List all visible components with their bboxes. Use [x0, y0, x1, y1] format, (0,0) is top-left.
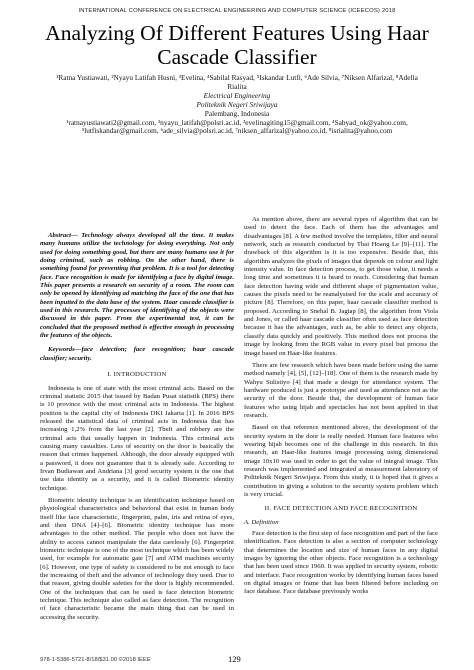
paragraph: Face detection is the first step of face recognition and part of the face identification. Face detection is also a section of computer technology that determines the location and size of human faces in any digital images by ignoring the other objects. Face recognition is a technology that has been used since 1960. It was applied in security system, robotic and interface. Face recognition works by identifying human faces based on digital images or frame that has been filtered before including on face database. Face database previously works [244, 530, 438, 596]
paragraph: There are few research which have been made before using the same method namely [4], [5], [12]–[18]. One of them is the research made by Wahyu Sulistiyo [4] that made a design for attendance system. The hardware produced is just a prototype and used as attendance not as the security of the door. Beside that, the development of human face features who using hijab and spectacles has not been applied in that research. [244, 361, 438, 419]
affiliation-institution: Politeknik Negeri Sriwijaya [196, 99, 278, 109]
paper-title [30, 21, 444, 69]
authors-line-1: ¹Ratna Yustiawati, ²Nyayu Latifah Husni, ³Evelina, ⁴Sabilal Rasyad, ⁵Iskandar Lutfi, ⁶Ade Silvia, ⁷Niksen Alfarizal, ⁸Adella [56, 73, 418, 82]
conference-header: INTERNATIONAL CONFERENCE ON ELECTRICAL ENGINEERING AND COMPUTER SCIENCE (ICEECOS) 2018 [78, 8, 396, 14]
section-heading-face-detection: II. FACE DETECTION AND FACE RECOGNITION [264, 505, 418, 513]
title-line-2: Cascade Classifier [157, 45, 317, 69]
title-line-1: Analyzing Of Different Features Using Haar [45, 21, 429, 45]
author-block [28, 74, 446, 136]
authors-line-2: Rialita [227, 81, 247, 91]
paragraph: As mention above, there are several types of algorithm that can be used to detect the face. Each of them has the advantages and disadvantages [8]. A few method involve the templates, filter and neural network, such as research conducted by Thai Hoang Le [9]–[11]. The drawback of this algorithm is it is too expensive. Beside that, this algorithm analyzes the pixels of images that depends on colour and light intensity value. In face detection process, to get those value, it needs a long time and sometimes it is heard to reach. Considering that human face detection having wide and different shape of pigmentation value, causes the pixels need to be reanalysised for the scale and accuracy of picture [8]. Therefore, on this paper, haar cascade classifier method is proposed. According to Snehal B. Jagtap [8], the algorithm from Viola and Jones, or called haar cascade classifier often used as face detection because it has the advantages, such as, be able to detect any objects, classify data quickly and positively. This method does not process the image by looking from the RGB value in every pixel but process the image based on Haar-like features. [244, 216, 438, 357]
paragraph: Biometric identity technique is an identification technique based on physiological characteristics and behavioral that exist in human body itself like face characteristic, fingerprint, palm, iris and retina of eyes, and then DNA [4]–[6]. Biometric identity technique has more advantages to the other method. The people who does not have the ability to access cannot manipulate the data carelessly [6]. Fingerprint biometric technique is one of the most technique which has been widely used, for example for automatic gate [7] and ATM machines security [6]. However, one type of safety is considered to be not enough to face the increasing of theft and the advance of technology they used. Due to that reason, giving double safeties for the door is highly recommended. One of the techniques that can be used is face detection biometric technique. This technique also called as face detection. The recognition of face characteristic became the main thing that can be used in accessing the security. [40, 496, 234, 621]
keywords: Keywords—face detection; face recognition; haar cascade classifier; security. [40, 346, 234, 362]
left-column [40, 232, 234, 626]
affiliation-city: Palembang, Indonesia [204, 108, 270, 118]
affiliation-department: Electrical Engineering [203, 90, 271, 100]
abstract: Abstract— Technology always developed all the time. It makes many humans utilize the technology for doing everything. Not only used for doing something good, but there are many humans use it for doing criminal, such as robbing. On the other hand, there is something found for preventing that problem. It is a tool for detecting face. Face recognition is made for identifying a face by digital image. This paper presents a research on security of a room. The room can only be opened by identifying ad matching the face of the one that has been inputted to the data base of the system. Haar cascade classifier is used in this research. The processes of identifying of the objects were discussed in this paper. From the experimental test, it can be concluded that the proposed method is effective enough in processing the features of the objects. [40, 232, 234, 340]
emails-line-2: ⁵lutfiskandar@gmail.com, ⁶ade_silvia@polsri.ac.id, ⁷niksen_alfarizal@yahoo.co.id, ⁸isrialita@yahoo.com [81, 126, 393, 136]
emails-line-1: ¹ratnayustiawati2@gmail.com, ²nyayu_latifah@polsri.ac.id, ³evelinagiting15@gmail.com, ⁴Sabyad_ok@yahoo.com, [66, 117, 408, 127]
isbn-footer: 978-1-5386-5721-8/18/$31.00 ©2018 IEEE [40, 657, 151, 663]
paragraph: Indonesia is one of state with the most criminal acts. Based on the criminal statistic 2015 that issued by Badan Pusat statistik (BPS) there is 10 province with the most criminal acts in Indonesia. The highest position is the capital city of Indonesia DKI Jakarta [1]. In 2016 BPS released the statistical data of criminal acts in Indonesia that has increasing 1,2% from the last year [2]. Theft and robbery are the criminal acts that usually happen in Indonesia. This criminal acts causing many casualties. Less of security on the door is basically the reason that crimes happened. Although, the door already equipped with a password, it does not guarantee that it is already safe. According to Irvan Budiawan and Andriana [3] good security system is the one that use data identity as a security, and it is called Biometric identity technique. [40, 384, 234, 492]
subsection-heading-definition: A. Definition [244, 518, 279, 526]
page-number: 129 [228, 654, 241, 664]
section-heading-introduction: I. INTRODUCTION [107, 371, 167, 379]
paragraph: Based on that reference mentioned above, the development of the security system in the door is really needed. Human face features who wearing hijab becomes one of the challenge in this research. In this research, an Haar-like features image processing using dimensional image 10x10 was used in order to get the value of integral image. This research was implemented and integrated at measurement laboratory of Politeknik Negeri Sriwijaya. From this study, it is hoped that it gives a contribution in giving a solution to the security system problem which is very crucial. [244, 424, 438, 498]
right-column [244, 216, 438, 601]
